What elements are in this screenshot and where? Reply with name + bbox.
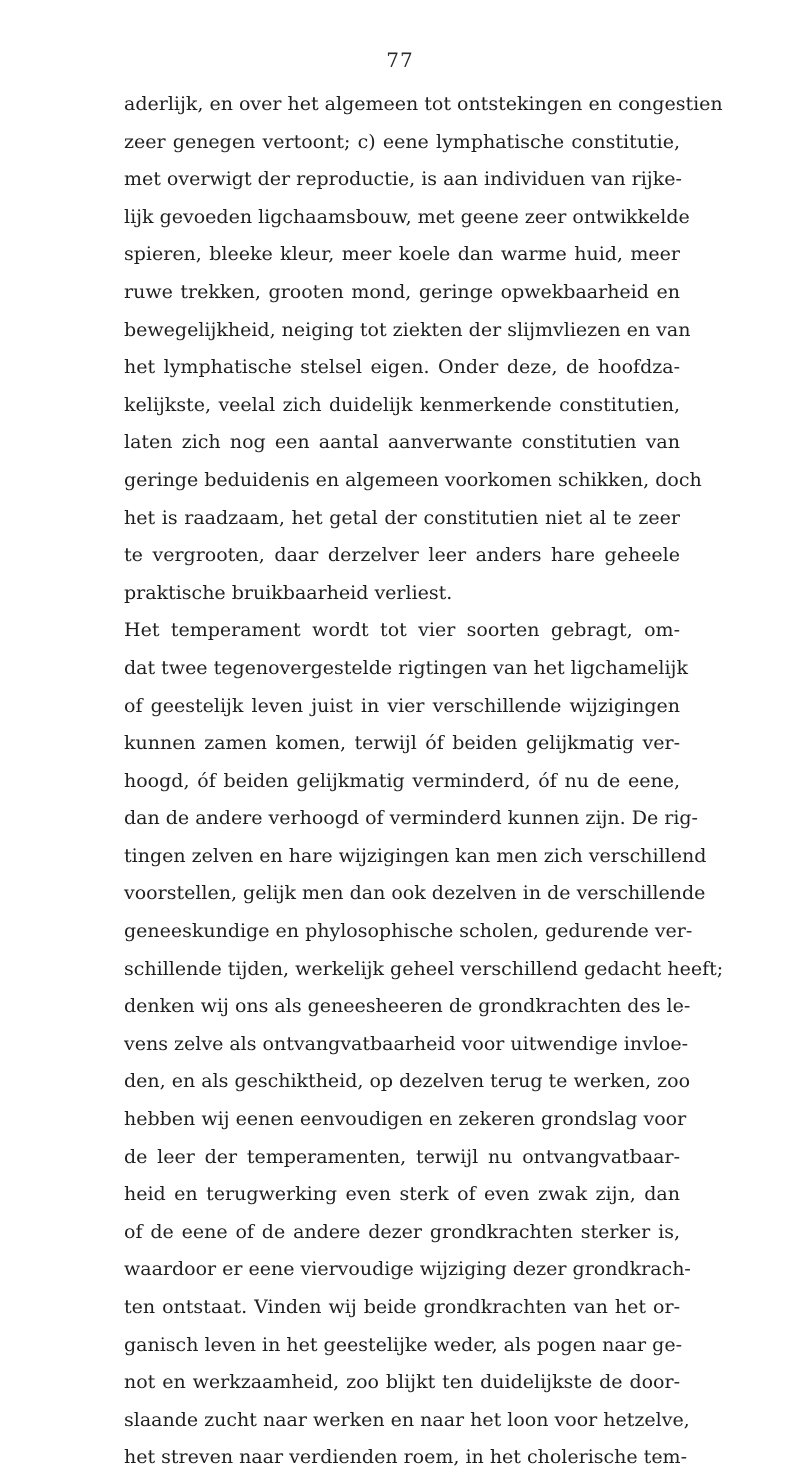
text-line: of de eene of de andere dezer grondkrachten sterker is, [124, 1220, 680, 1243]
text-line: vens zelve als ontvangvatbaarheid voor uitwendige invloe- [124, 1032, 689, 1055]
text-line: heid en terugwerking even sterk of even zwak zijn, dan [124, 1183, 680, 1206]
text-line: ganisch leven in het geestelijke weder, als pogen naar ge- [124, 1333, 682, 1356]
body-text [124, 86, 724, 1477]
text-line: zeer genegen vertoont; c) eene lymphatische constitutie, [124, 130, 680, 153]
text-line: den, en als geschiktheid, op dezelven terug te werken, zoo [124, 1070, 691, 1093]
text-line: aderlijk, en over het algemeen tot ontstekingen en congestien [124, 93, 723, 115]
text-line: kunnen zamen komen, terwijl óf beiden gelijkmatig ver- [124, 732, 680, 755]
text-line: praktische bruikbaarheid verliest. [124, 581, 453, 604]
text-line: of geestelijk leven juist in vier verschillende wijzigingen [124, 694, 680, 717]
text-line: tingen zelven en hare wijzigingen kan men zich verschillend [124, 844, 707, 867]
text-line: kelijkste, veelal zich duidelijk kenmerkende constitutien, [124, 393, 680, 416]
text-line: het lymphatische stelsel eigen. Onder deze, de hoofdza- [124, 356, 680, 379]
text-line: voorstellen, gelijk men dan ook dezelven in de verschillende [124, 882, 706, 905]
text-line: slaande zucht naar werken en naar het loon voor hetzelve, [124, 1408, 690, 1431]
text-line: hebben wij eenen eenvoudigen en zekeren grondslag voor [124, 1108, 687, 1131]
text-line: hoogd, óf beiden gelijkmatig verminderd, óf nu de eene, [124, 769, 680, 792]
text-line: lijk gevoeden ligchaamsbouw, met geene zeer ontwikkelde [124, 205, 690, 228]
text-line: not en werkzaamheid, zoo blijkt ten duidelijkste de door- [124, 1371, 680, 1394]
text-line: denken wij ons als geneesheeren de grondkrachten des le- [124, 995, 691, 1018]
text-line: Het temperament wordt tot vier soorten gebragt, om- [124, 619, 680, 642]
text-line: dat twee tegenovergestelde rigtingen van het ligchamelijk [124, 656, 688, 679]
text-line: dan de andere verhoogd of verminderd kunnen zijn. De rig- [124, 807, 698, 830]
text-line: geneeskundige en phylosophische scholen, gedurende ver- [124, 920, 693, 943]
text-line: met overwigt der reproductie, is aan individuen van rijke- [124, 168, 682, 191]
text-line: bewegelijkheid, neiging tot ziekten der slijmvliezen en van [124, 318, 691, 341]
text-line: de leer der temperamenten, terwijl nu ontvangvatbaar- [124, 1145, 680, 1168]
page-number: 77 [386, 48, 414, 72]
text-line: laten zich nog een aantal aanverwante constitutien van [124, 431, 680, 454]
text-line: spieren, bleeke kleur, meer koele dan warme huid, meer [124, 243, 680, 266]
text-line: ruwe trekken, grooten mond, geringe opwekbaarheid en [124, 280, 680, 303]
text-line: het is raadzaam, het getal der constitutien niet al te zeer [124, 506, 680, 529]
text-line: waardoor er eene viervoudige wijziging dezer grondkrach- [124, 1258, 691, 1281]
text-line: te vergrooten, daar derzelver leer anders hare geheele [124, 544, 680, 567]
text-line: geringe beduidenis en algemeen voorkomen schikken, doch [124, 468, 702, 491]
text-line: schillende tijden, werkelijk geheel verschillend gedacht heeft; [124, 957, 724, 980]
text-line: ten ontstaat. Vinden wij beide grondkrachten van het or- [124, 1296, 680, 1318]
text-line: het streven naar verdienden roem, in het cholerische tem- [124, 1446, 687, 1469]
